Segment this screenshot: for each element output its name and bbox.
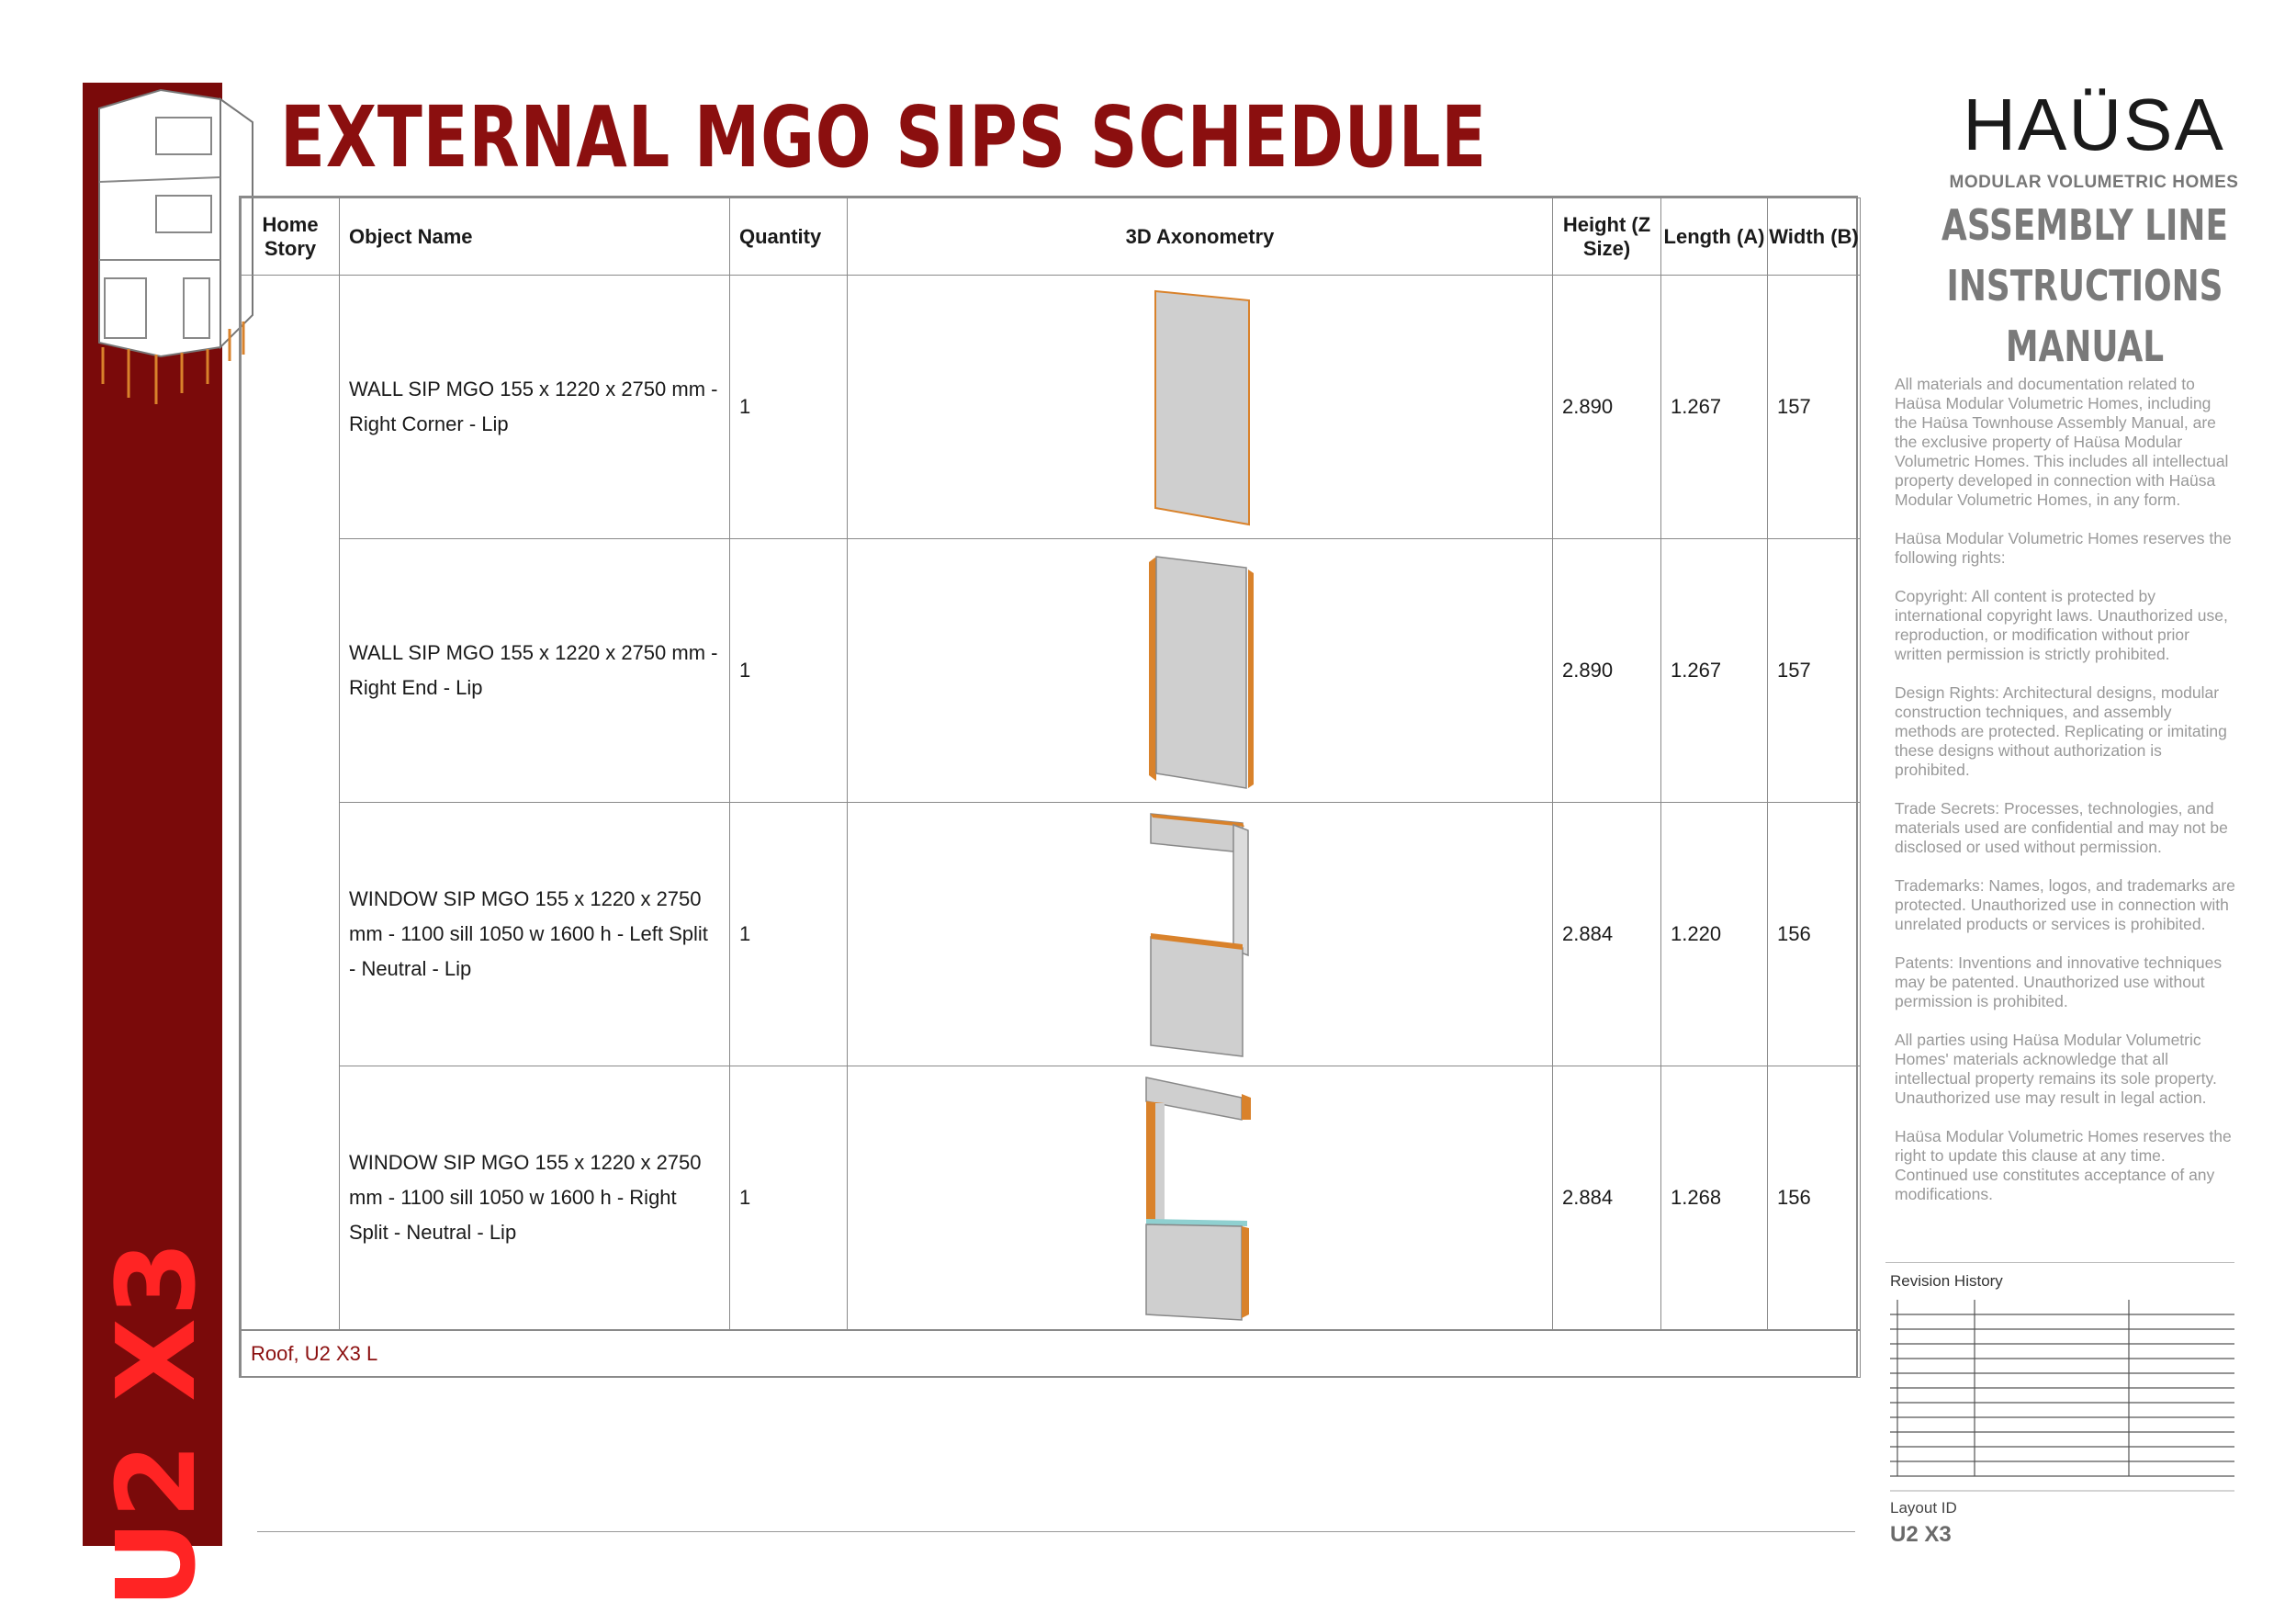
legal-paragraph: Trade Secrets: Processes, technologies, and materials used are confidential and may not be disclosed or used without permission. [1895,799,2228,856]
legal-divider [1885,1262,2234,1263]
height-cell: 2.884 [1553,1066,1661,1330]
quantity-cell: 1 [730,1066,848,1330]
quantity-cell: 1 [730,539,848,803]
header-width: Width (B) [1768,198,1861,276]
legal-paragraph: All materials and documentation related to Haüsa Modular Volumetric Homes, including the Haüsa Townhouse Assembly Manual, are the exclusive property of Haüsa Modular Volumetric Homes. This includes all intellectual property developed in connection with Haüsa Modular Volumetric Homes, in any form. [1895,375,2229,509]
manual-title-line: ASSEMBLY LINE [1941,200,2228,250]
panel-right-corner-image [1150,288,1251,526]
revision-history-grid [1890,1300,2234,1493]
table-header-row [242,198,1861,276]
header-quantity: Quantity [730,198,848,276]
height-cell: 2.890 [1553,276,1661,539]
panel-window-right-split-image [1141,1074,1260,1322]
table-footer-row [242,1330,1861,1378]
length-cell: 1.268 [1661,1066,1768,1330]
legal-paragraph: Haüsa Modular Volumetric Homes reserves the following rights: [1895,529,2232,567]
axonometry-cell [848,803,1553,1066]
legal-paragraph: All parties using Haüsa Modular Volumetric Homes' materials acknowledge that all intellectual property remains its sole property. Unauthorized use may result in legal action. [1895,1031,2217,1107]
panel-window-left-split-image [1145,810,1255,1058]
header-height: Height (Z Size) [1553,198,1661,276]
axonometry-cell [848,276,1553,539]
object-name-cell: WALL SIP MGO 155 x 1220 x 2750 mm - Right Corner - Lip [340,276,730,539]
header-axonometry: 3D Axonometry [848,198,1553,276]
manual-title [1934,195,2235,377]
brand-subtitle: MODULAR VOLUMETRIC HOMES [1949,173,2239,192]
height-cell: 2.884 [1553,803,1661,1066]
schedule-table [239,196,1858,1378]
table-footer-label: Roof, U2 X3 L [242,1330,1861,1378]
object-name-cell: WINDOW SIP MGO 155 x 1220 x 2750 mm - 1100 sill 1050 w 1600 h - Right Split - Neutral - Lip [340,1066,730,1330]
bottom-divider [257,1531,1855,1532]
axonometry-cell [848,1066,1553,1330]
panel-right-end-image [1145,551,1255,790]
manual-title-line: INSTRUCTIONS [1946,261,2223,310]
quantity-cell: 1 [730,803,848,1066]
object-name-cell: WALL SIP MGO 155 x 1220 x 2750 mm - Right End - Lip [340,539,730,803]
quantity-cell: 1 [730,276,848,539]
length-cell: 1.220 [1661,803,1768,1066]
legal-paragraph: Patents: Inventions and innovative techniques may be patented. Unauthorized use without permission is prohibited. [1895,953,2223,1010]
legal-paragraph: Haüsa Modular Volumetric Homes reserves the right to update this clause at any time. Continued use constitutes acceptance of any modifications. [1895,1127,2232,1203]
table-row [242,1066,1861,1330]
width-cell: 156 [1768,803,1861,1066]
revision-history-label: Revision History [1890,1272,2003,1290]
home-story-cell [242,276,340,1330]
header-home-story: Home Story [242,198,340,276]
manual-title-line: MANUAL [2005,321,2165,371]
layout-id-value: U2 X3 [1890,1522,1952,1547]
object-name-cell: WINDOW SIP MGO 155 x 1220 x 2750 mm - 1100 sill 1050 w 1600 h - Left Split - Neutral - Lip [340,803,730,1066]
height-cell: 2.890 [1553,539,1661,803]
table-row [242,539,1861,803]
legal-notice [1895,375,2236,1224]
length-cell: 1.267 [1661,276,1768,539]
axonometry-cell [848,539,1553,803]
header-length: Length (A) [1661,198,1768,276]
page-title: EXTERNAL MGO SIPS SCHEDULE [280,88,1488,186]
width-cell: 157 [1768,276,1861,539]
legal-paragraph: Trademarks: Names, logos, and trademarks are protected. Unauthorized use in connection with unrelated products or services is prohibited. [1895,876,2235,933]
width-cell: 156 [1768,1066,1861,1330]
layout-code-vertical: U2 X3 [93,1238,219,1609]
width-cell: 157 [1768,539,1861,803]
header-object-name: Object Name [340,198,730,276]
length-cell: 1.267 [1661,539,1768,803]
legal-paragraph: Copyright: All content is protected by international copyright laws. Unauthorized use, reproduction, or modification without prior written permission is strictly prohibited. [1895,587,2228,663]
brand-block [1910,84,2278,193]
legal-paragraph: Design Rights: Architectural designs, modular construction techniques, and assembly methods are protected. Replicating or imitating these designs without authorization is prohibited. [1895,683,2227,779]
table-row [242,803,1861,1066]
layout-id-label: Layout ID [1890,1499,1957,1517]
brand-logo: HAÜSA [1963,84,2225,165]
table-row [242,276,1861,539]
